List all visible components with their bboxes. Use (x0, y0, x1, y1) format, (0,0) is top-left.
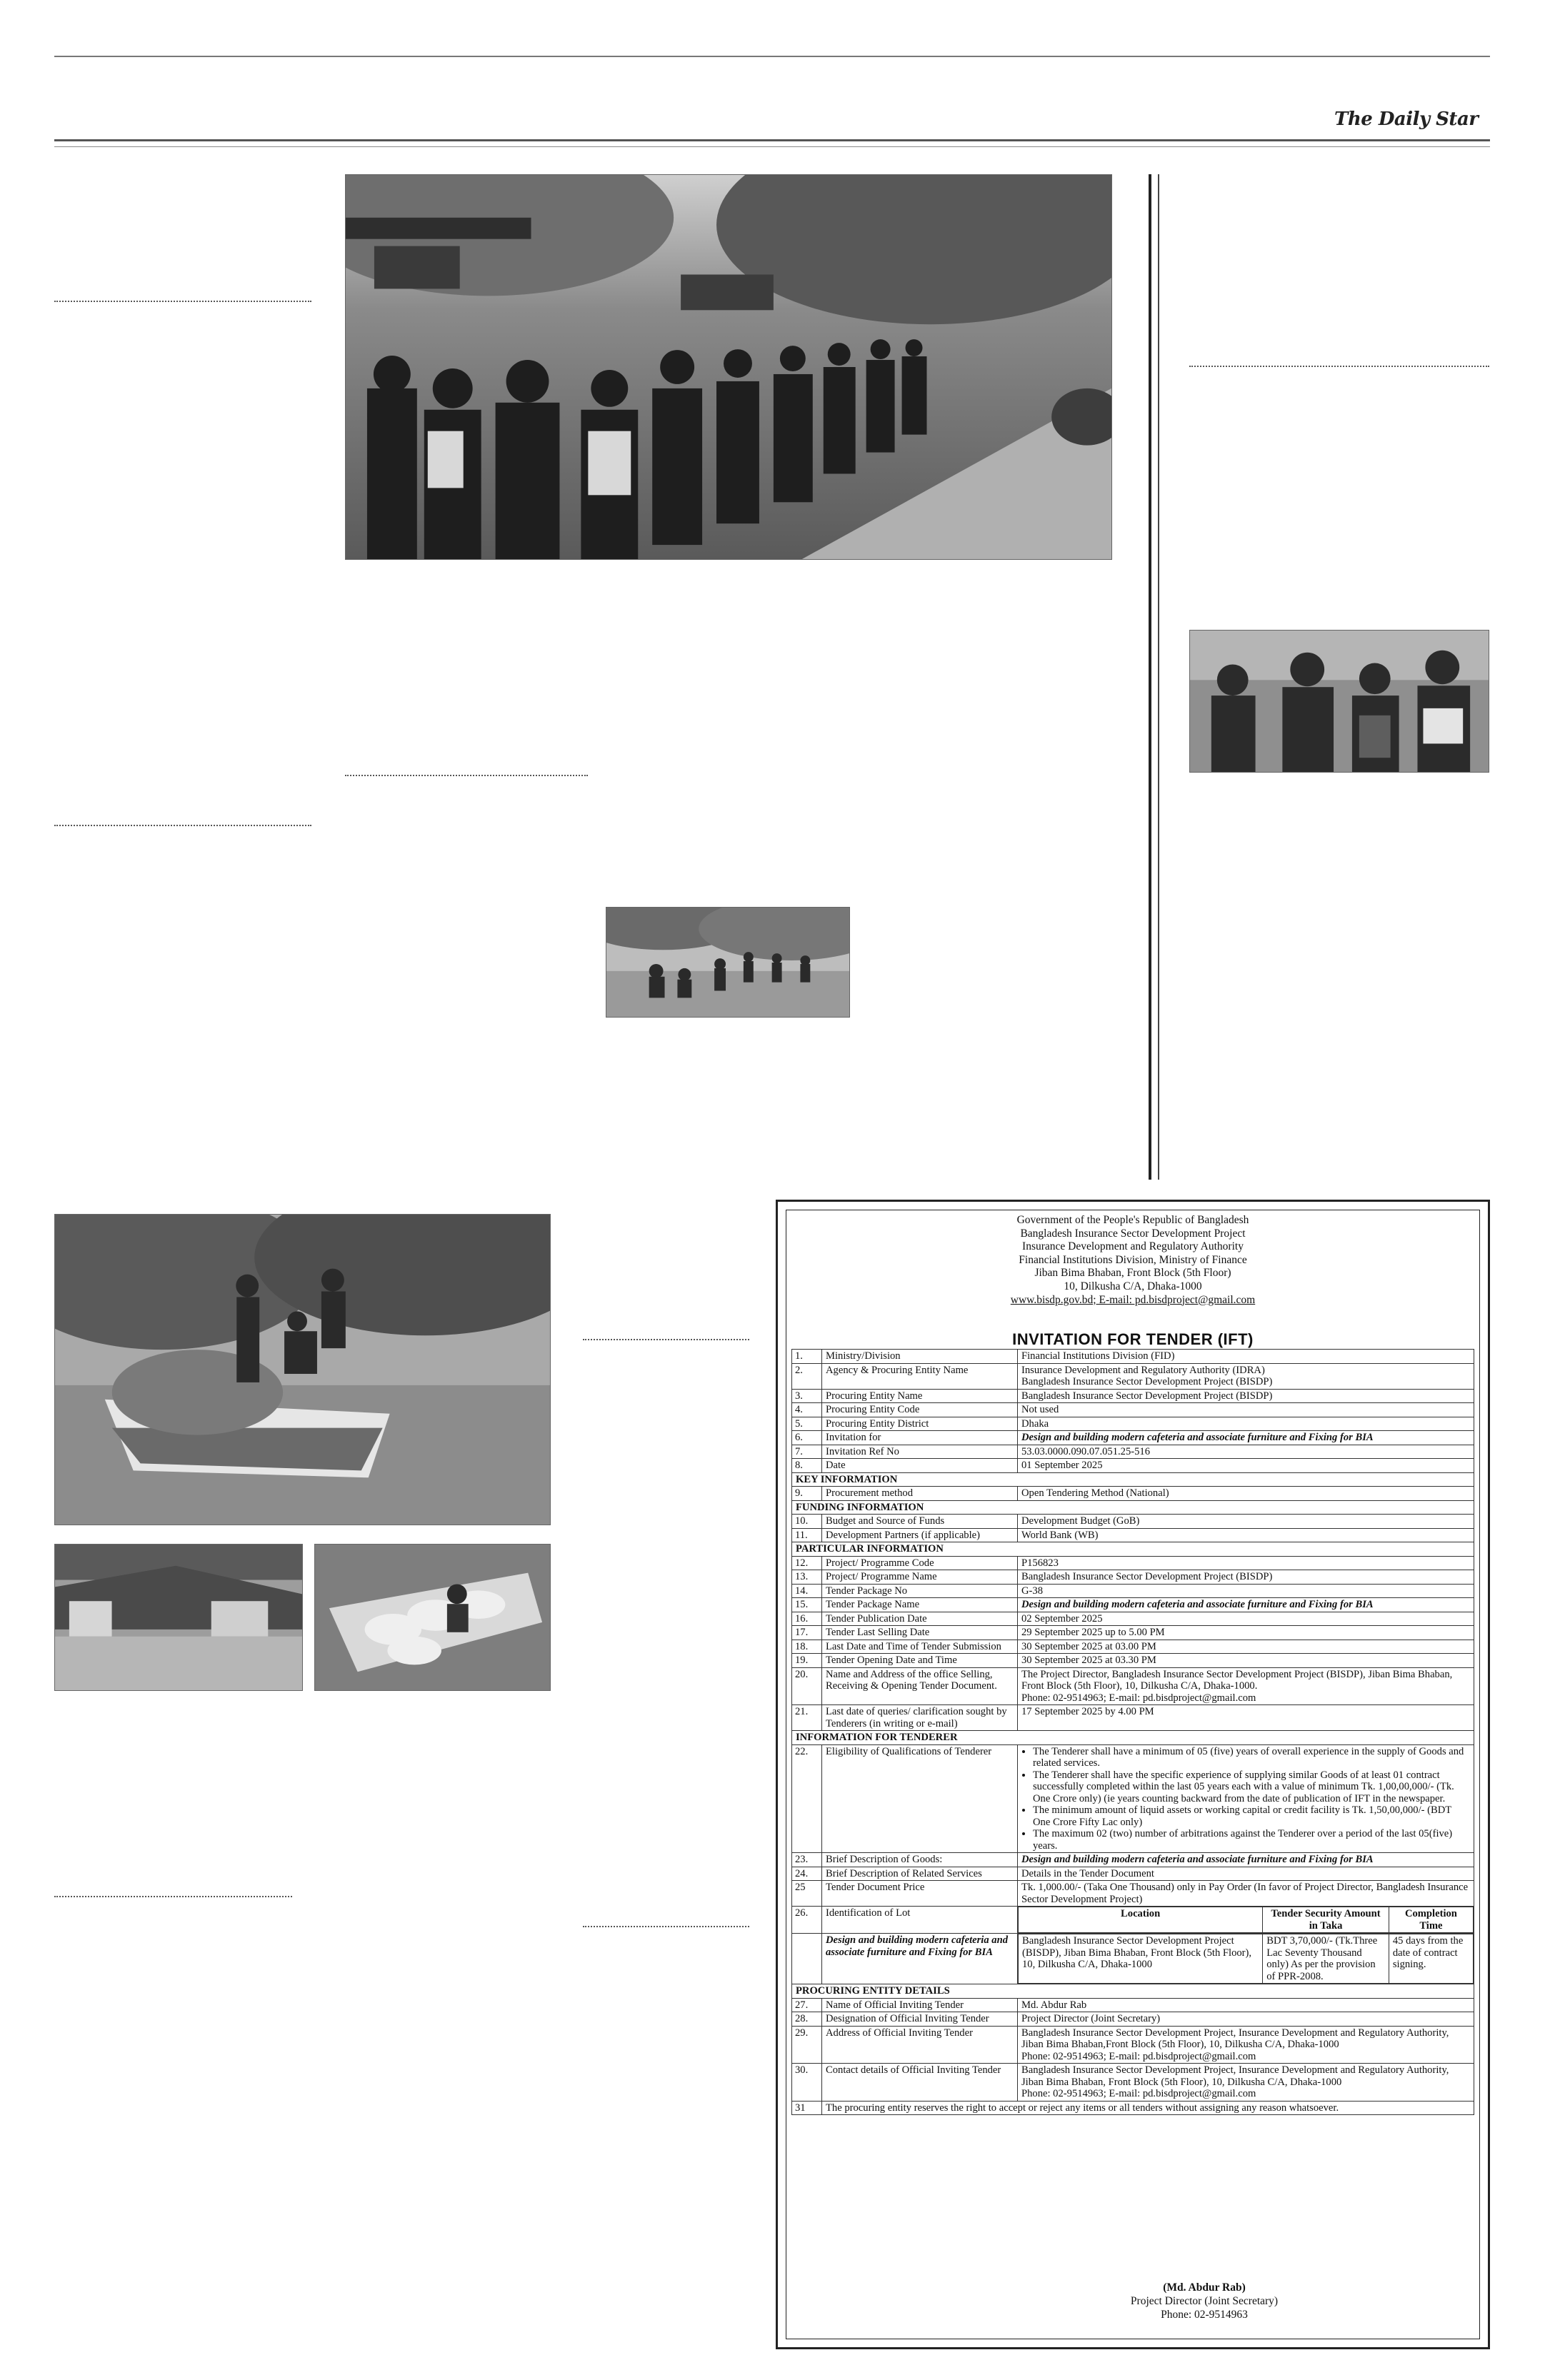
column-divider (54, 825, 311, 826)
table-row: 30. Contact details of Official Inviting Tender Bangladesh Insurance Sector Development Project, Insurance Development and Regulatory Authority, Jiban Bima Bhaban, Front Block (5th Floor), 10, Dilkusha C/A, Dhaka-1000 Phone: 02-9514963; E-mail: pd.bisdproject@gmail.com (792, 2064, 1474, 2102)
table-row: 3. Procuring Entity Name Bangladesh Insurance Sector Development Project (BISDP) (792, 1389, 1474, 1403)
header-rule (54, 139, 1490, 141)
column-divider (583, 1339, 749, 1340)
table-row: 2. Agency & Procuring Entity Name Insurance Development and Regulatory Authority (IDRA) Bangladesh Insurance Sector Development Project (BISDP) (792, 1363, 1474, 1389)
vertical-rule (1149, 174, 1151, 1180)
list-item: • The Tenderer shall have a minimum of 05 (five) years of overall experience in the supply of Goods and related services. (1033, 1746, 1470, 1769)
table-row: 29. Address of Official Inviting Tender Bangladesh Insurance Sector Development Project, Insurance Development and Regulatory Authority, Jiban Bima Bhaban,Front Block (5th Floor), 10, Dilkusha C/A, Dhaka-1000 Phone: 02-9514963; E-mail: pd.bisdproject@gmail.com (792, 2026, 1474, 2064)
table-row: 22. Eligibility of Qualifications of Tenderer • The Tenderer shall have a minimum of 05 (five) years of overall experience in the supply of Goods and related services. • The Tenderer shall have the specific experience of supplying similar Goods of at least 01 contract successfully completed within the last 05 years each with a value of minimum Tk. 1,00,00,000/- (Tk. One Crore only) (ie years counting backward from the date of publication of IFT in the newspaper. • The minimum amount of liquid assets or working capital or credit facility is Tk. 1,50,00,000/- (BDT One Crore Fifty Lac only) • The maximum 02 (two) number of arbitrations against the Tenderer over a period of the last 05(five) years. (792, 1744, 1474, 1853)
table-row: 31 The procuring entity reserves the right to accept or reject any items or all tenders without assigning any reason whatsoever. (792, 2101, 1474, 2115)
table-row: 25 Tender Document Price Tk. 1,000.00/- (Taka One Thousand) only in Pay Order (In favor of Project Director, Bangladesh Insurance Sector Development Project) (792, 1881, 1474, 1907)
table-row: 15. Tender Package Name Design and building modern cafeteria and associate furniture and Fixing for BIA (792, 1598, 1474, 1612)
table-row: 20. Name and Address of the office Selling, Receiving & Opening Tender Document. The Project Director, Bangladesh Insurance Sector Development Project (BISDP), Jiban Bima Bhaban, Front Block (5th Floor), 10, Dilkusha C/A, Dhaka-1000. Phone: 02-9514963; E-mail: pd.bisdproject@gmail.com (792, 1667, 1474, 1705)
flooded-shops-photo (54, 1544, 303, 1691)
column-divider (345, 775, 588, 776)
table-row: 7. Invitation Ref No 53.03.0000.090.07.051.25-516 (792, 1445, 1474, 1459)
table-row: 1. Ministry/Division Financial Institutions Division (FID) (792, 1350, 1474, 1364)
section-row: PARTICULAR INFORMATION (792, 1542, 1474, 1557)
signature-block (786, 2281, 1480, 2321)
boat-watermelon-photo (54, 1214, 551, 1525)
table-row: 13. Project/ Programme Name Bangladesh Insurance Sector Development Project (BISDP) (792, 1570, 1474, 1585)
lot-row: Design and building modern cafeteria and associate furniture and Fixing for BIA Bangladesh Insurance Sector Development Project (BISDP), Jiban Bima Bhaban, Front Block (5th Floor), 10, Dilkusha C/A, Dhaka-1000 BDT 3,70,000/- (Tk.Three Lac Seventy Thousand only) As per the provision of PPR-2008. 45 days from the date of contract signing. (792, 1934, 1474, 1984)
section-row: PROCURING ENTITY DETAILS (792, 1984, 1474, 1999)
section-row: FUNDING INFORMATION (792, 1500, 1474, 1515)
signatory-name: (Md. Abdur Rab) (1163, 2281, 1246, 2294)
column-divider (54, 301, 311, 302)
tender-title: INVITATION FOR TENDER (IFT) (1012, 1330, 1254, 1348)
list-item: • The minimum amount of liquid assets or working capital or credit facility is Tk. 1,50,00,000/- (BDT One Crore Fifty Lac only) (1033, 1804, 1470, 1828)
table-row: 5. Procuring Entity District Dhaka (792, 1417, 1474, 1431)
table-row: 10. Budget and Source of Funds Development Budget (GoB) (792, 1515, 1474, 1529)
protest-march-photo (345, 174, 1112, 560)
header-rule-thin (54, 146, 1490, 147)
list-item: • The Tenderer shall have the specific experience of supplying similar Goods of at least 01 contract successfully completed within the last 05 years each with a value of minimum Tk. 1,00,00,000/- (Tk. One Crore only) (ie years counting backward from the date of publication of IFT in the newspaper. (1033, 1769, 1470, 1805)
table-row: 8. Date 01 September 2025 (792, 1459, 1474, 1473)
table-row: 17. Tender Last Selling Date 29 September 2025 up to 5.00 PM (792, 1626, 1474, 1640)
signatory-phone: Phone: 02-9514963 (1161, 2309, 1248, 2321)
table-row: 9. Procurement method Open Tendering Method (National) (792, 1487, 1474, 1501)
table-row: 12. Project/ Programme Code P156823 (792, 1556, 1474, 1570)
header-line: Insurance Development and Regulatory Authority (1022, 1240, 1244, 1253)
table-row: 19. Tender Opening Date and Time 30 September 2025 at 03.30 PM (792, 1654, 1474, 1668)
column-divider (54, 1896, 292, 1897)
table-row: 16. Tender Publication Date 02 September 2025 (792, 1612, 1474, 1626)
signatory-designation: Project Director (Joint Secretary) (1130, 2295, 1279, 2307)
table-row: 18. Last Date and Time of Tender Submission 30 September 2025 at 03.00 PM (792, 1640, 1474, 1654)
column-divider (1189, 366, 1489, 367)
column-divider (583, 1926, 749, 1927)
table-row: 14. Tender Package No G-38 (792, 1584, 1474, 1598)
tender-ad-header (786, 1214, 1480, 1307)
masthead-logo: The Daily Star (1334, 109, 1479, 130)
lot-header-row: 26. Identification of Lot Location Tender Security Amount in Taka Completion Time (792, 1907, 1474, 1934)
table-row: 11. Development Partners (if applicable) World Bank (WB) (792, 1528, 1474, 1542)
eligibility-list (1021, 1746, 1470, 1852)
section-row: INFORMATION FOR TENDERER (792, 1731, 1474, 1745)
header-line: Financial Institutions Division, Ministry of Finance (1019, 1253, 1247, 1266)
top-rule (54, 56, 1490, 57)
header-line: 10, Dilkusha C/A, Dhaka-1000 (1064, 1280, 1202, 1292)
table-row: 27. Name of Official Inviting Tender Md. Abdur Rab (792, 1998, 1474, 2012)
table-row: 6. Invitation for Design and building modern cafeteria and associate furniture and Fixing for BIA (792, 1431, 1474, 1445)
family-portrait-photo (1189, 630, 1489, 773)
header-line: Bangladesh Insurance Sector Development Project (1020, 1227, 1246, 1240)
table-row: 21. Last date of queries/ clarification sought by Tenderers (in writing or e-mail) 17 September 2025 by 4.00 PM (792, 1705, 1474, 1731)
website-email-link[interactable]: www.bisdp.gov.bd; E-mail: pd.bisdproject@gmail.com (1010, 1293, 1256, 1306)
section-row: KEY INFORMATION (792, 1472, 1474, 1487)
header-line: Government of the People's Republic of Bangladesh (1016, 1214, 1249, 1226)
tender-table (791, 1349, 1474, 2115)
header-line: Jiban Bima Bhaban, Front Block (5th Floor) (1034, 1267, 1231, 1280)
list-item: • The maximum 02 (two) number of arbitrations against the Tenderer over a period of the last 05(five) years. (1033, 1828, 1470, 1852)
table-row: 23. Brief Description of Goods: Design and building modern cafeteria and associate furniture and Fixing for BIA (792, 1853, 1474, 1867)
table-row: 28. Designation of Official Inviting Tender Project Director (Joint Secretary) (792, 2012, 1474, 2027)
table-row: 24. Brief Description of Related Services Details in the Tender Document (792, 1867, 1474, 1881)
field-gathering-photo (606, 907, 850, 1018)
boat-sacks-photo (314, 1544, 551, 1691)
vertical-rule (1158, 174, 1159, 1180)
table-row: 4. Procuring Entity Code Not used (792, 1403, 1474, 1417)
